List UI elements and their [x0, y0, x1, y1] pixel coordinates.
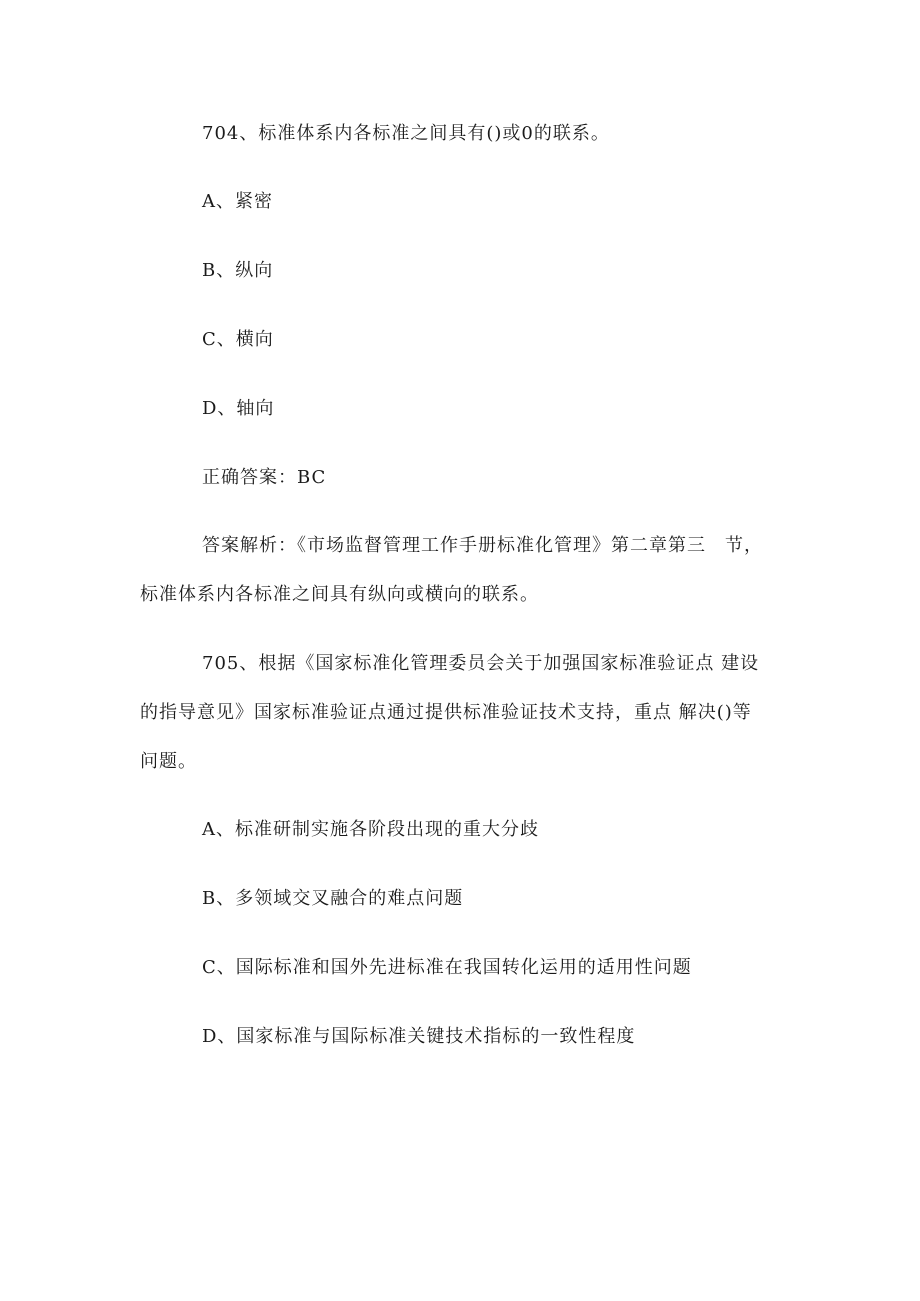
- question-704-option-c: C、横向: [202, 329, 274, 350]
- question-704-analysis-line-2: 标准体系内各标准之间具有纵向或横向的联系。: [140, 584, 539, 605]
- question-704-option-a: A、紧密: [202, 191, 273, 212]
- question-704-analysis-line-1: 答案解析：《市场监督管理工作手册标准化管理》第二章第三 节，: [202, 535, 763, 556]
- question-705-text-line-2: 的指导意见》国家标准验证点通过提供标准验证技术支持，重点 解决()等: [140, 702, 752, 723]
- question-705-option-d: D、国家标准与国际标准关键技术指标的一致性程度: [202, 1026, 636, 1047]
- question-705-option-b: B、多领域交叉融合的难点问题: [202, 888, 464, 909]
- question-704-text: 704、标准体系内各标准之间具有()或0的联系。: [202, 123, 610, 144]
- question-704-option-b: B、纵向: [202, 260, 274, 281]
- question-705-text-line-3: 问题。: [140, 751, 197, 772]
- question-704-option-d: D、轴向: [202, 398, 275, 419]
- question-704-answer: 正确答案：BC: [202, 467, 327, 488]
- question-705-option-a: A、标准研制实施各阶段出现的重大分歧: [202, 819, 539, 840]
- question-705-text-line-1: 705、根据《国家标准化管理委员会关于加强国家标准验证点 建设: [202, 653, 760, 674]
- question-705-option-c: C、国际标准和国外先进标准在我国转化运用的适用性问题: [202, 957, 692, 978]
